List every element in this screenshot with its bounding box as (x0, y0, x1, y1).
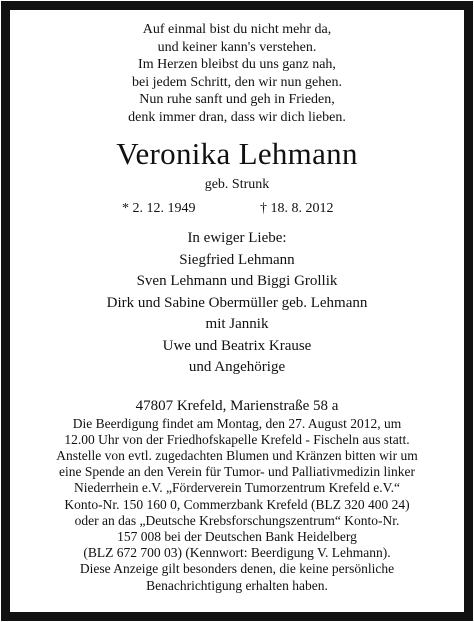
family-address: 47807 Krefeld, Marienstraße 58 a (135, 397, 339, 414)
death-date: † 18. 8. 2012 (260, 201, 334, 216)
poem-line: Auf einmal bist du nicht mehr da, (142, 22, 332, 37)
donation-line: oder an das „Deutsche Krebsforschungszentrum“ Konto-Nr. (74, 512, 400, 528)
poem-line: bei jedem Schritt, den wir nun gehen. (132, 74, 342, 90)
poem-line: denk immer dran, dass wir dich lieben. (128, 109, 346, 125)
mourner-entry: und Angehörige (188, 359, 286, 375)
funeral-notice (10, 416, 464, 594)
mourners-heading: In ewiger Liebe: (187, 230, 287, 246)
closing-line: Diese Anzeige gilt besonders denen, die keine persönliche (79, 561, 395, 577)
funeral-line: 12.00 Uhr von der Friedhofskapelle Krefeld - Fischeln aus statt. (64, 431, 410, 447)
memorial-poem (10, 21, 464, 126)
donation-line: eine Spende an den Verein für Tumor- und Palliativmedizin linker (58, 464, 416, 480)
mourner-entry: Uwe und Beatrix Krause (162, 337, 312, 354)
deceased-name: Veronika Lehmann (116, 136, 358, 171)
life-dates (10, 200, 464, 218)
poem-line: Nun ruhe sanft und geh in Frieden, (139, 92, 335, 107)
donation-line: Niederrhein e.V. „Förderverein Tumorzentrum Krefeld e.V.“ (73, 480, 401, 496)
mourner-entry: mit Jannik (205, 316, 269, 332)
mourner-entry: Sven Lehmann und Biggi Grollik (136, 273, 338, 289)
mourner-entry: Dirk und Sabine Obermüller geb. Lehmann (106, 294, 368, 311)
poem-line: Im Herzen bleibst du uns ganz nah, (138, 57, 336, 72)
mourner-entry: Siegfried Lehmann (179, 251, 295, 268)
donation-line: 157 008 bei der Deutschen Bank Heidelberg (117, 528, 357, 544)
closing-line: Benachrichtigung erhalten haben. (146, 577, 328, 593)
funeral-line: Die Beerdigung findet am Montag, den 27. August 2012, um (72, 415, 402, 431)
mourners-list (10, 228, 464, 379)
donation-line: Konto-Nr. 150 160 0, Commerzbank Krefeld (BLZ 320 400 24) (64, 496, 410, 512)
birth-date: * 2. 12. 1949 (122, 201, 196, 216)
obituary-content (10, 10, 464, 612)
donation-line: Anstelle von evtl. zugedachten Blumen und Kränzen bitten wir um (56, 447, 418, 463)
birth-name: geb. Strunk (204, 177, 270, 192)
poem-line: und keiner kann's verstehen. (157, 39, 317, 55)
donation-line: (BLZ 672 700 03) (Kennwort: Beerdigung V. Lehmann). (83, 545, 391, 561)
